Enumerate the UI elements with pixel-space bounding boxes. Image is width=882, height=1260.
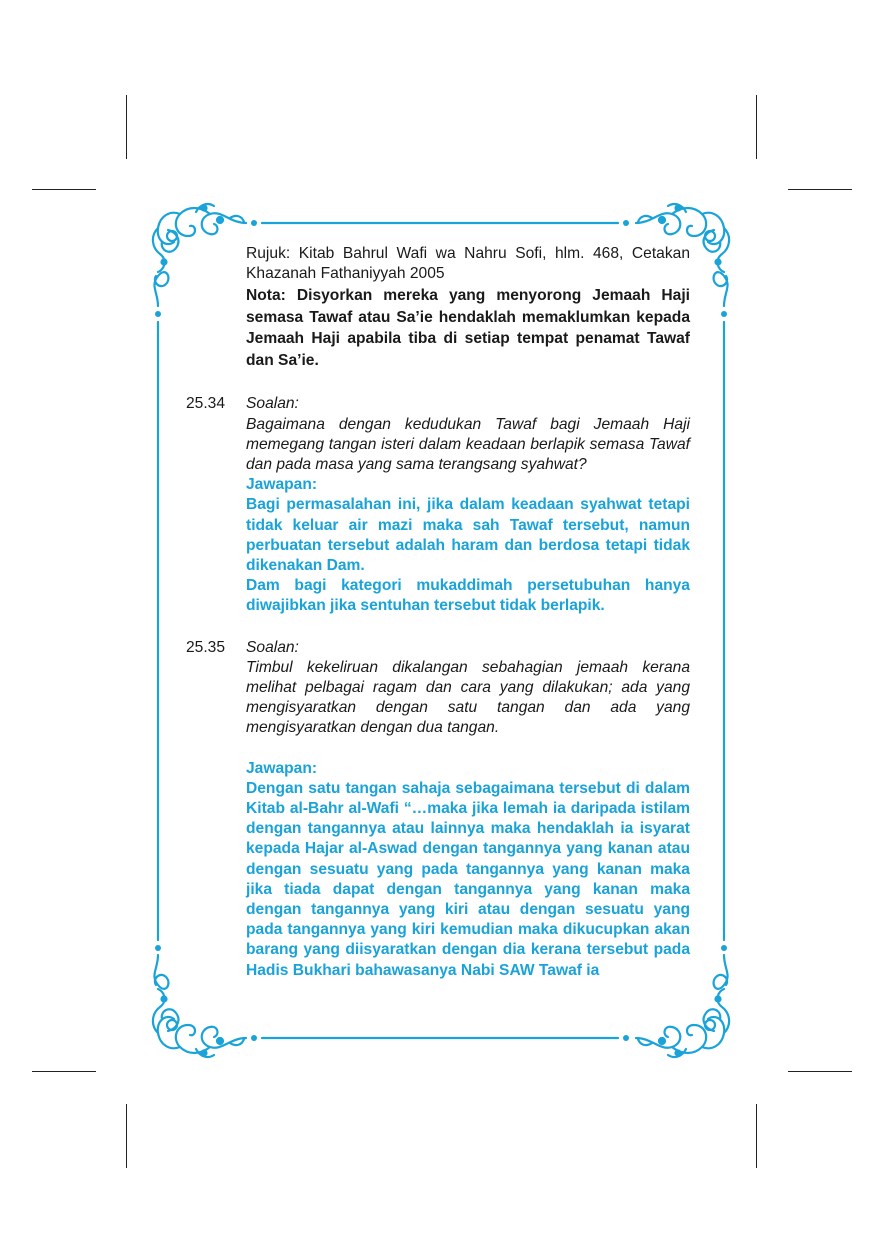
answer-paragraph: Dam bagi kategori mukaddimah persetubuhan hanya diwajibkan jika sentuhan tersebut tidak berlapik. — [246, 577, 690, 615]
answer-label: Jawapan: — [246, 759, 318, 777]
reference-note: Nota: Disyorkan mereka yang menyorong Jemaah Haji semasa Tawaf atau Sa’ie hendaklah memaklumkan kepada Jemaah Haji apabila tiba di setiap tempat penamat Tawaf dan Sa’ie. — [246, 287, 690, 369]
question-label: Soalan: — [246, 638, 299, 656]
section-number: 25.34 — [186, 395, 226, 413]
reference-block — [186, 244, 690, 371]
answer-text — [246, 495, 690, 616]
question-text: Timbul kekeliruan dikalangan sebahagian jemaah kerana melihat pelbagai ragam dan cara yang dilakukan; ada yang mengisyaratkan dengan satu tangan dan ada yang mengisyaratkan dengan dua tangan. — [246, 658, 690, 737]
reference-source: Rujuk: Kitab Bahrul Wafi wa Nahru Sofi, hlm. 468, Cetakan Khazanah Fathaniyyah 2005 — [246, 245, 690, 283]
answer-paragraph: Bagi permasalahan ini, jika dalam keadaan syahwat tetapi tidak keluar air mazi maka sah Tawaf tersebut, namun perbuatan tersebut adalah haram dan berdosa tetapi tidak dikenakan Dam. — [246, 496, 690, 575]
answer-paragraph: Dengan satu tangan sahaja sebagaimana tersebut di dalam Kitab al-Bahr al-Wafi “…maka jika lemah ia daripada istilam dengan tangannya atau lainnya maka hendaklah ia isyarat kepada Hajar al-Aswad dengan tangannya yang kanan atau dengan sesuatu yang pada tangannya yang kanan maka jika tiada dapat dengan tangannya yang kanan maka dengan tangannya yang kiri atau dengan sesuatu yang pada tangannya yang kiri kemudian maka dikucupkan akan barang yang diisyaratkan dengan dia kerana tersebut pada Hadis Bukhari bahawasanya Nabi SAW Tawaf ia — [246, 779, 690, 979]
section-25-34 — [186, 394, 690, 616]
section-number: 25.35 — [186, 638, 226, 656]
section-25-35 — [186, 638, 690, 981]
question-label: Soalan: — [246, 395, 299, 413]
answer-text — [246, 779, 690, 981]
page-content — [186, 244, 690, 981]
question-text: Bagaimana dengan kedudukan Tawaf bagi Jemaah Haji memegang tangan isteri dalam keadaan berlapik semasa Tawaf dan pada masa yang sama terangsang syahwat? — [246, 415, 690, 474]
answer-label: Jawapan: — [246, 476, 318, 494]
